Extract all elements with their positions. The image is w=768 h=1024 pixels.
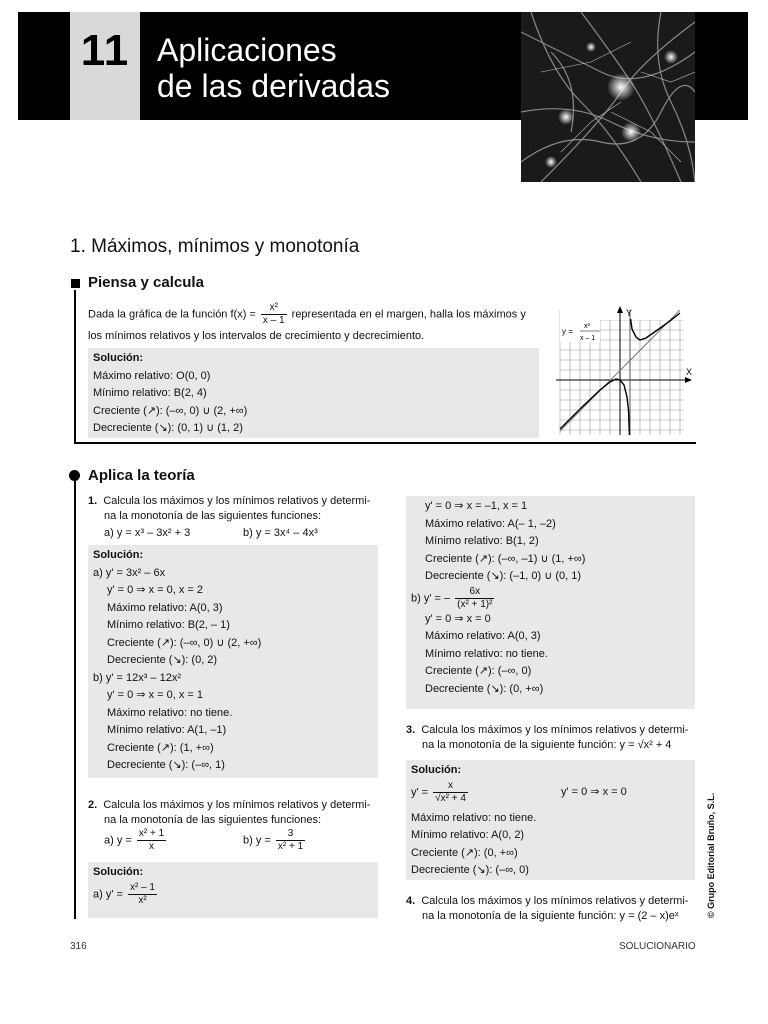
ex1c-line: y' = 0 ⇒ x = –1, x = 1	[425, 500, 528, 512]
exercise-2-line1: Calcula los máximos y los mínimos relativos y determi-	[103, 799, 371, 811]
chapter-title-line1: Aplicaciones	[157, 32, 337, 68]
ex2-sol-a-prefix: a) y' =	[93, 887, 123, 900]
ex2-a-fraction	[137, 828, 166, 853]
piensa-text-line2: los mínimos relativos y los intervalos de crecimiento y decrecimiento.	[88, 330, 425, 342]
graph-fn-num: x²	[584, 323, 590, 330]
piensa-text-before: Dada la gráfica de la función f(x) =	[88, 308, 256, 321]
exercise-2-solution-box	[88, 862, 378, 918]
graph-fn-prefix: y =	[562, 327, 573, 336]
piensa-sol-line: Creciente (↗): (–∞, 0) ∪ (2, +∞)	[93, 404, 248, 417]
ex3-sol-line: Mínimo relativo: A(0, 2)	[411, 829, 525, 841]
ex2-sol-a	[93, 882, 373, 907]
piensa-rule-vertical	[74, 290, 76, 444]
graph-y-label: Y	[626, 308, 633, 318]
exercise-1-option-a: a) y = x³ – 3x² + 3	[104, 527, 191, 539]
exercise-3-solution-label: Solución:	[411, 764, 462, 776]
exercise-4-number: 4.	[406, 895, 416, 907]
piensa-solution-label: Solución:	[93, 352, 144, 364]
ex1-sol-line: Creciente (↗): (1, +∞)	[107, 741, 214, 754]
ex1c-line: Creciente (↗): (–∞, 0)	[425, 665, 532, 677]
exercise-3-line1: Calcula los máximos y los mínimos relativos y determi-	[421, 724, 689, 736]
exercise-4-line1: Calcula los máximos y los mínimos relativos y determi-	[421, 895, 689, 907]
ex3-deriv-prefix: y' =	[411, 785, 429, 798]
ex1-sol-line: a) y' = 3x² – 6x	[93, 566, 166, 579]
piensa-fraction	[261, 302, 287, 327]
ex1c-b-den: (x² + 1)²	[457, 598, 493, 610]
ex1-sol-line: y' = 0 ⇒ x = 0, x = 2	[107, 584, 204, 596]
ex3-sol-line: Máximo relativo: no tiene.	[411, 811, 537, 824]
ex1c-line: Decreciente (↘): (–1, 0) ∪ (0, 1)	[425, 570, 582, 582]
exercise-4-statement	[406, 893, 698, 922]
graph-fn-den: x – 1	[580, 335, 596, 342]
ex1c-line: Creciente (↗): (–∞, –1) ∪ (1, +∞)	[425, 552, 586, 565]
ex1-sol-line: Máximo relativo: A(0, 3)	[107, 601, 223, 614]
ex2-b-fraction	[276, 828, 305, 853]
chapter-number: 11	[80, 26, 130, 75]
exercise-3-solution-box	[406, 760, 695, 880]
exercise-2-statement	[88, 797, 380, 856]
ex2-b-prefix: b) y =	[243, 834, 271, 847]
piensa-sol-line: Decreciente (↘): (0, 1) ∪ (1, 2)	[93, 422, 243, 434]
ex3-deriv-fraction	[433, 780, 468, 805]
chapter-title	[157, 32, 390, 104]
exercise-2-line2: na la monotonía de las siguientes funciones:	[104, 814, 322, 826]
ex2-a-den: x	[149, 841, 155, 852]
ex1-sol-line: y' = 0 ⇒ x = 0, x = 1	[107, 689, 204, 701]
exercise-2-solution-label: Solución:	[93, 866, 144, 878]
exercise-3-number: 3.	[406, 724, 416, 736]
ex2-sol-a-fraction	[128, 882, 157, 907]
copyright-vertical: © Grupo Editorial Bruño, S.L.	[706, 792, 716, 918]
exercise-2-option-a	[104, 828, 168, 853]
ex1c-line: y' = 0 ⇒ x = 0	[425, 612, 491, 625]
ex3-deriv-expr	[411, 780, 470, 805]
exercise-1-statement	[88, 493, 380, 541]
ex1-sol-line: Creciente (↗): (–∞, 0) ∪ (2, +∞)	[107, 636, 262, 649]
ex1c-line: Máximo relativo: A(– 1, –2)	[425, 517, 556, 530]
exercise-4-line2: na la monotonía de la siguiente función: y = (2 – x)eˣ	[422, 910, 679, 922]
ex1-sol-line: Máximo relativo: no tiene.	[107, 706, 233, 719]
ex3-sol-line: Creciente (↗): (0, +∞)	[411, 846, 518, 859]
exercise-2-number: 2.	[88, 799, 98, 811]
ex1c-line: Máximo relativo: A(0, 3)	[425, 630, 541, 642]
exercise-2-option-b	[243, 828, 307, 853]
piensa-solution-box	[88, 348, 539, 438]
ex1-sol-line: Mínimo relativo: A(1, –1)	[107, 724, 227, 736]
ex1-sol-line: Mínimo relativo: B(2, – 1)	[107, 619, 230, 631]
ex3-deriv-zero: y' = 0 ⇒ x = 0	[561, 785, 627, 798]
exercise-1-option-b: b) y = 3x⁴ – 4x³	[243, 527, 318, 539]
ex1c-line: Decreciente (↘): (0, +∞)	[425, 682, 544, 695]
exercise-3-line2: na la monotonía de la siguiente función: y = √x² + 4	[422, 739, 672, 751]
chapter-title-line2: de las derivadas	[157, 68, 391, 104]
exercise-1-line2: na la monotonía de las siguientes funciones:	[104, 510, 322, 522]
ex2-a-prefix: a) y =	[104, 834, 132, 847]
ex1c-b-num: 6x	[455, 586, 494, 599]
ex1-sol-line: Decreciente (↘): (0, 2)	[107, 654, 218, 666]
ex1c-b-derivative	[406, 586, 695, 611]
piensa-sol-line: Mínimo relativo: B(2, 4)	[93, 387, 207, 399]
aplica-heading: Aplica la teoría	[88, 467, 195, 484]
neuron-photo	[521, 12, 695, 182]
exercise-1-continuation-box	[406, 496, 695, 709]
ex1c-line: Mínimo relativo: no tiene.	[425, 647, 548, 660]
ex3-derivative	[411, 780, 690, 810]
ex1-sol-line: Decreciente (↘): (–∞, 1)	[107, 759, 225, 771]
circle-bullet-icon	[69, 470, 80, 481]
section-title: 1. Máximos, mínimos y monotonía	[70, 236, 360, 257]
piensa-text-after: representada en el margen, halla los máximos y	[291, 308, 526, 321]
piensa-sol-line: Máximo relativo: O(0, 0)	[93, 369, 211, 382]
exercise-1-line1: Calcula los máximos y los mínimos relativos y determi-	[103, 495, 371, 507]
ex3-sol-line: Decreciente (↘): (–∞, 0)	[411, 864, 529, 876]
function-graph	[556, 305, 696, 440]
graph-x-label: X	[686, 367, 693, 377]
ex1-sol-line: b) y' = 12x³ – 12x²	[93, 671, 181, 684]
footer-label: SOLUCIONARIO	[619, 941, 696, 952]
ex3-deriv-num: x	[433, 780, 468, 793]
exercise-1-number: 1.	[88, 495, 98, 507]
ex2-sol-a-num: x² – 1	[129, 881, 155, 893]
exercise-1-solution-box	[88, 545, 378, 778]
ex1c-b-prefix: b) y' = –	[411, 591, 451, 604]
ex3-deriv-den: √x² + 4	[435, 792, 466, 804]
piensa-frac-den: x – 1	[262, 315, 285, 326]
piensa-heading: Piensa y calcula	[88, 274, 204, 291]
piensa-rule-horizontal	[74, 442, 696, 444]
ex1c-b-fraction	[455, 586, 494, 611]
square-bullet-icon	[71, 279, 80, 288]
exercise-1-solution-label: Solución:	[93, 549, 144, 561]
page-number: 316	[70, 941, 87, 952]
piensa-frac-num: x²	[261, 302, 287, 315]
ex1c-line: Mínimo relativo: B(1, 2)	[425, 535, 539, 547]
ex2-b-num: 3	[276, 828, 305, 841]
ex2-b-den: x² + 1	[277, 841, 304, 852]
exercise-3-statement	[406, 722, 698, 751]
ex2-sol-a-den: x²	[138, 894, 147, 906]
aplica-rule-vertical	[74, 481, 76, 919]
piensa-statement	[88, 302, 548, 327]
ex2-a-num: x² + 1	[138, 828, 165, 839]
